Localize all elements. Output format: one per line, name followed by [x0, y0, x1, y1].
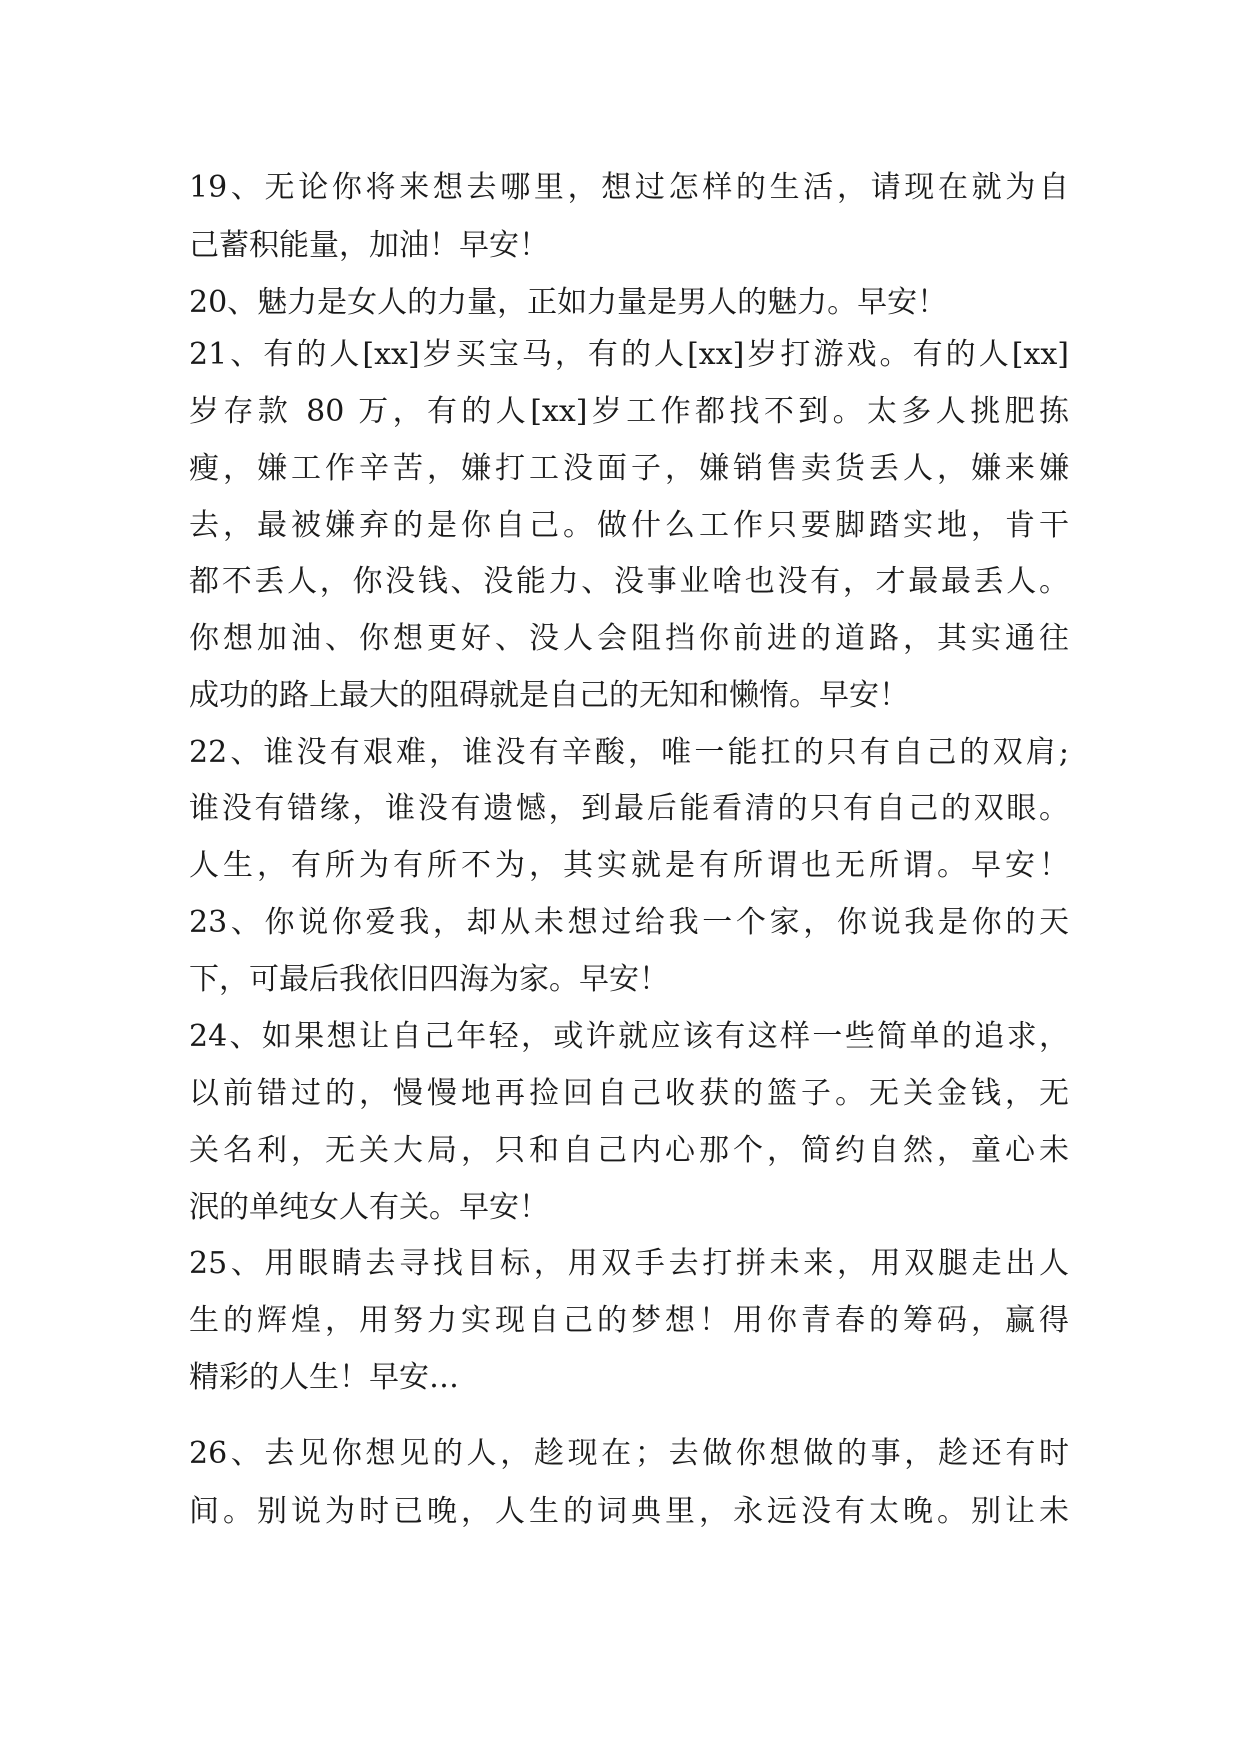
text-line: 关名利，无关大局，只和自己内心那个，简约自然，童心未: [189, 1133, 1069, 1168]
text-line: 22、谁没有艰难，谁没有辛酸，唯一能扛的只有自己的双肩;: [189, 735, 1069, 770]
text-line: 去，最被嫌弃的是你自己。做什么工作只要脚踏实地，肯干: [189, 508, 1069, 543]
text-line: 23、你说你爱我，却从未想过给我一个家，你说我是你的天: [189, 905, 1069, 940]
text-line: 25、用眼睛去寻找目标，用双手去打拼未来，用双腿走出人: [189, 1246, 1069, 1281]
text-line: 24、如果想让自己年轻，或许就应该有这样一些简单的追求，: [189, 1019, 1069, 1054]
text-line: 21、有的人[xx]岁买宝马，有的人[xx]岁打游戏。有的人[xx]: [189, 337, 1069, 372]
text-line: 人生，有所为有所不为，其实就是有所谓也无所谓。早安！: [189, 848, 1069, 883]
text-line: 间。别说为时已晚，人生的词典里，永远没有太晚。别让未: [189, 1494, 1069, 1529]
text-line: 26、去见你想见的人，趁现在；去做你想做的事，趁还有时: [189, 1436, 1069, 1471]
text-line: 19、无论你将来想去哪里，想过怎样的生活，请现在就为自: [189, 170, 1069, 205]
text-line: 以前错过的，慢慢地再捡回自己收获的篮子。无关金钱，无: [189, 1076, 1069, 1111]
text-line: 泯的单纯女人有关。早安！: [189, 1190, 549, 1225]
text-line: 岁存款 80 万，有的人[xx]岁工作都找不到。太多人挑肥拣: [189, 394, 1069, 429]
text-line: 你想加油、你想更好、没人会阻挡你前进的道路，其实通往: [189, 621, 1069, 656]
text-line: 成功的路上最大的阻碍就是自己的无知和懒惰。早安！: [189, 678, 909, 713]
text-line: 谁没有错缘，谁没有遗憾，到最后能看清的只有自己的双眼。: [189, 791, 1069, 826]
text-line: 都不丢人，你没钱、没能力、没事业啥也没有，才最最丢人。: [189, 564, 1069, 599]
text-line: 己蓄积能量，加油！早安！: [189, 228, 549, 263]
text-line: 生的辉煌，用努力实现自己的梦想！用你青春的筹码，赢得: [189, 1303, 1069, 1338]
text-line: 20、魅力是女人的力量，正如力量是男人的魅力。早安！: [189, 285, 948, 320]
text-line: 下，可最后我依旧四海为家。早安！: [189, 962, 669, 997]
text-line: 精彩的人生！早安…: [189, 1360, 459, 1395]
text-line: 瘦，嫌工作辛苦，嫌打工没面子，嫌销售卖货丢人，嫌来嫌: [189, 451, 1069, 486]
